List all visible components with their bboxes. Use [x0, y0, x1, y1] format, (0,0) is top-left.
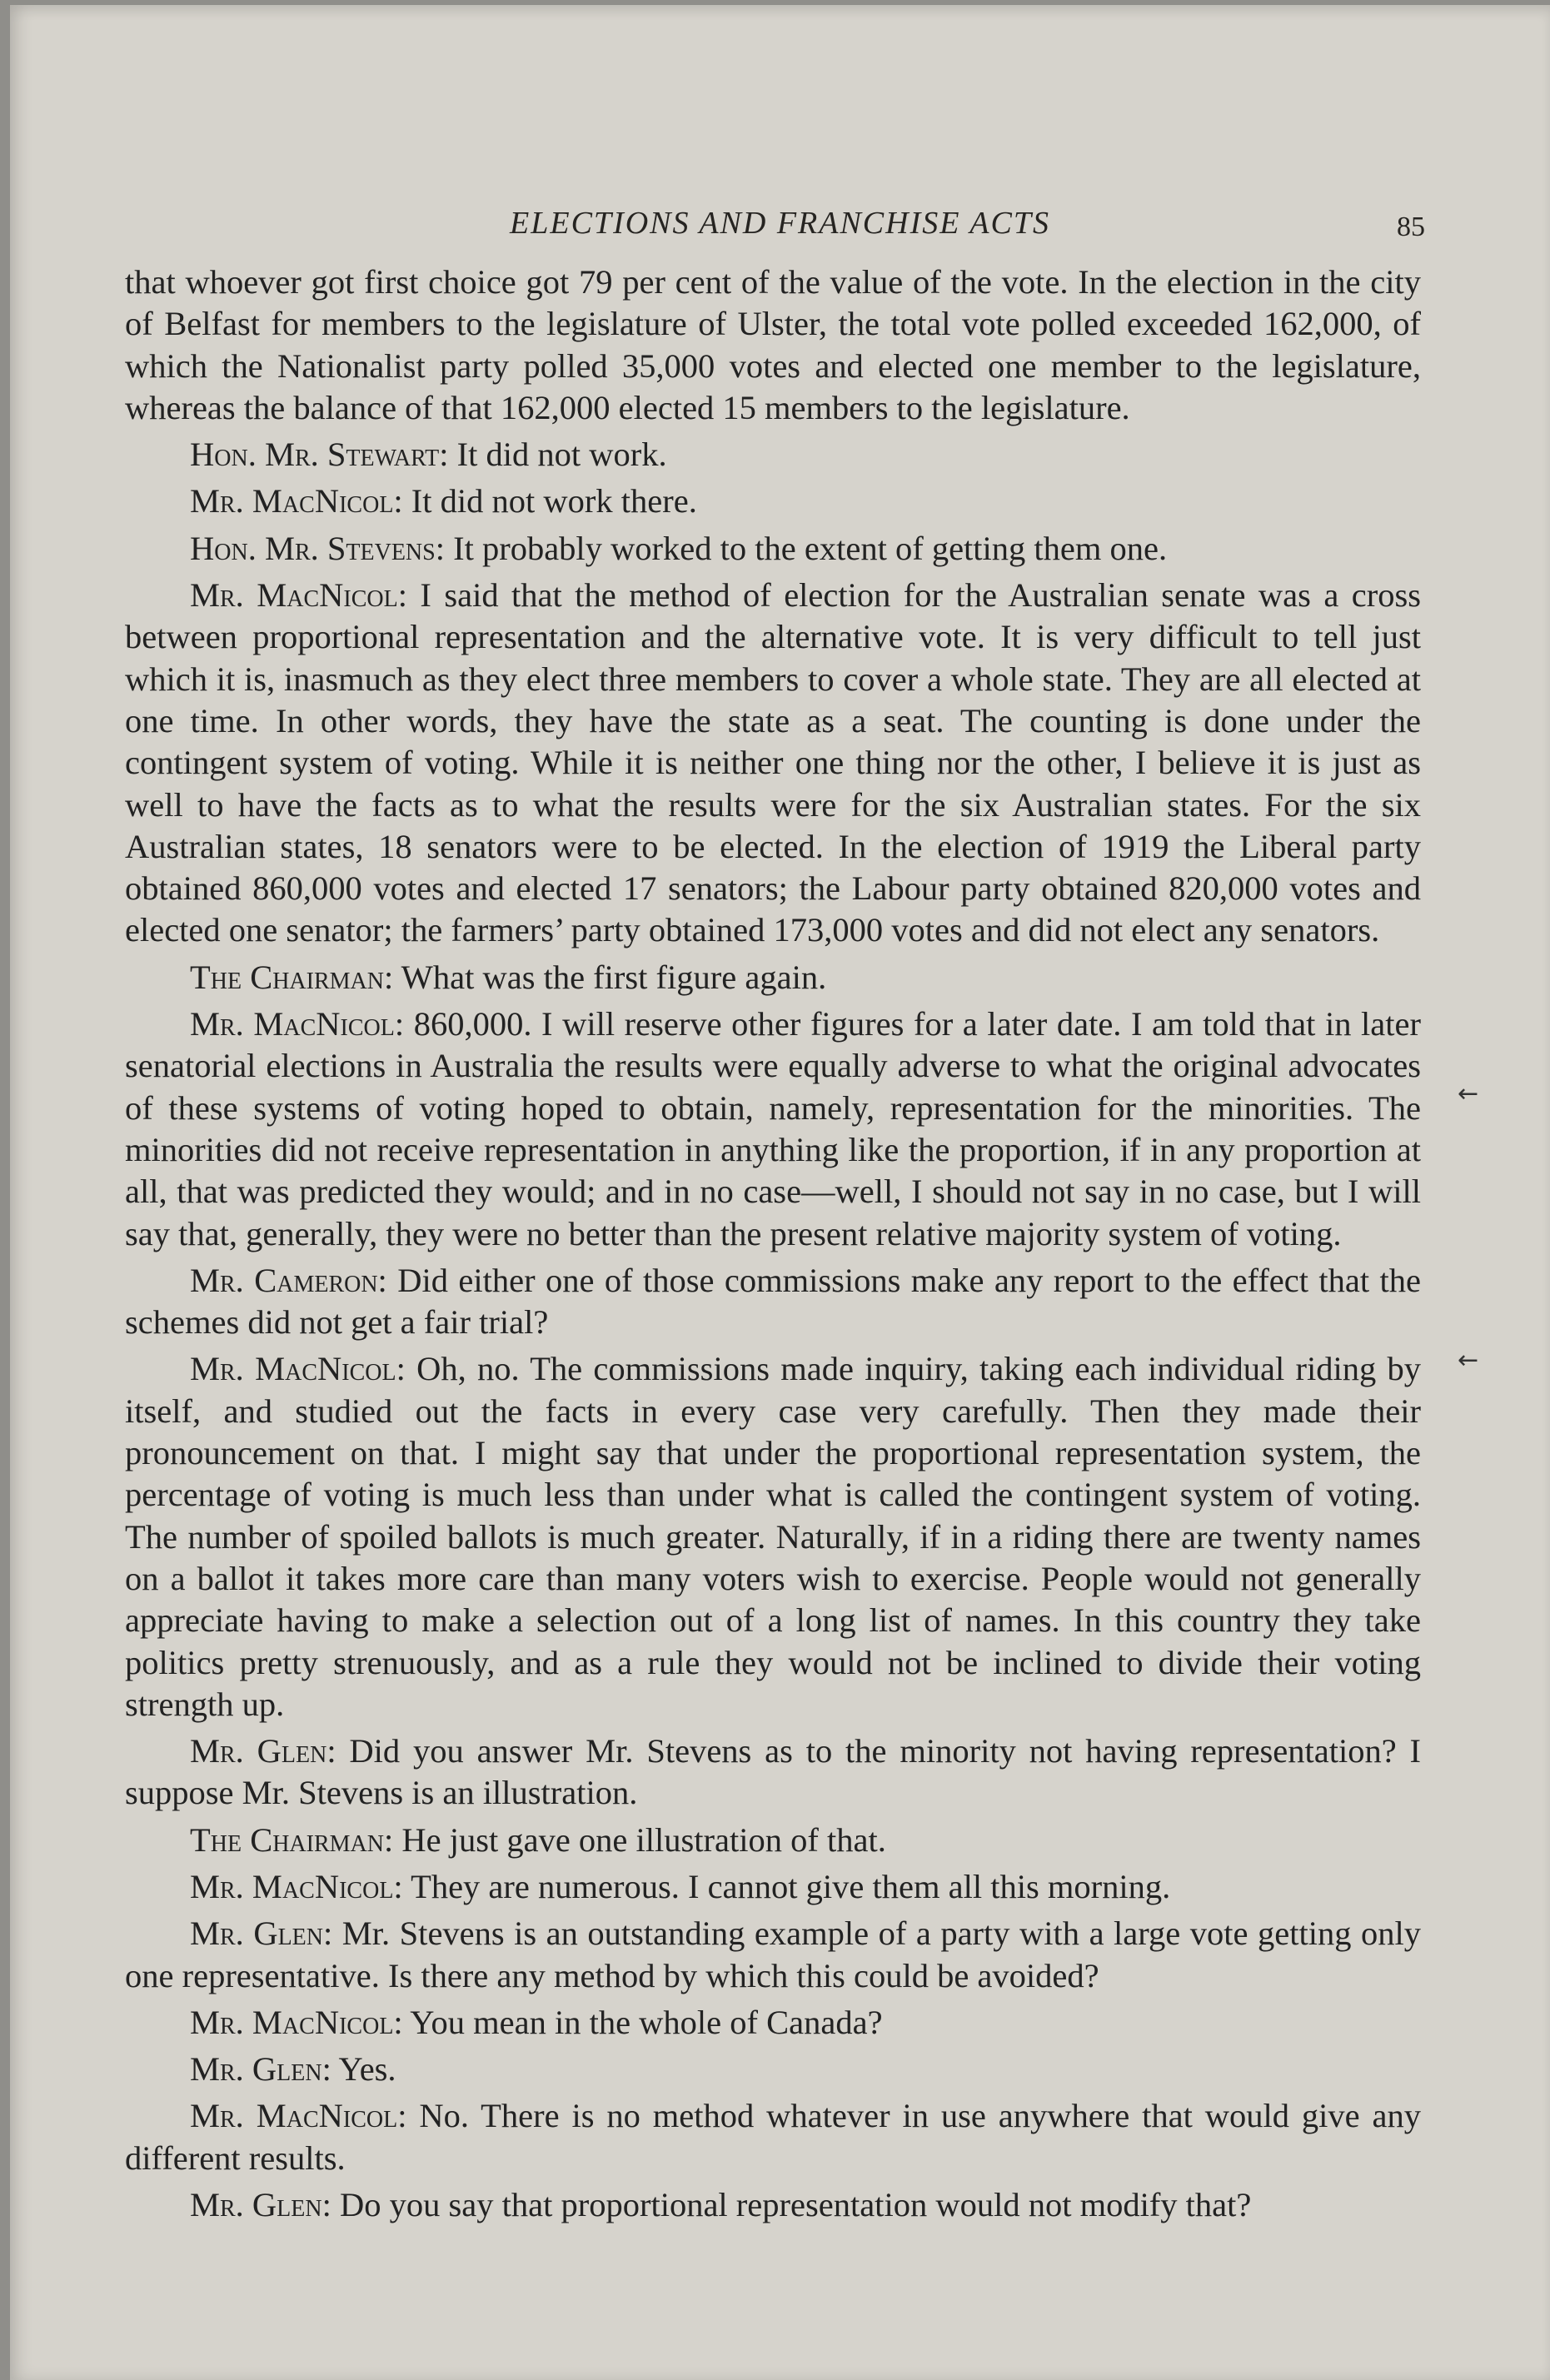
transcript-paragraph [125, 957, 1421, 998]
speech-text: Do you say that proportional representation would not modify that? [340, 2186, 1252, 2224]
transcript-paragraph [125, 2049, 1421, 2090]
transcript-paragraph [125, 2184, 1421, 2226]
speech-text: What was the first figure again. [401, 958, 827, 996]
running-title: ELECTIONS AND FRANCHISE ACTS [510, 206, 1050, 241]
speech-text: They are numerous. I cannot give them all this morning. [411, 1867, 1171, 1905]
speech-text: It did not work there. [411, 482, 697, 520]
transcript-paragraph [125, 1866, 1421, 1908]
speaker-label: Mr. MacNicol: [190, 2003, 403, 2041]
transcript-paragraph [125, 528, 1421, 570]
speaker-label: Mr. MacNicol: [190, 1867, 403, 1905]
margin-arrow-mark: ← [1458, 1346, 1479, 1375]
speech-text: Oh, no. The commissions made inquiry, taking each individual riding by itself, and studied out the facts in every case very carefully. Then they made their pronouncement on that. I might say that under the proportional representation system, the percentage of voting is much less than under what is called the contingent system of voting. The number of spoiled ballots is much greater. Naturally, if in a riding there are twenty names on a ballot it takes more care than many voters wish to exercise. People would not generally appreciate having to make a selection out of a long list of names. In this country they take politics pretty strenuously, and as a rule they would not be inclined to divide their voting strength up. [125, 1350, 1421, 1723]
transcript-paragraph [125, 1820, 1421, 1861]
speech-text: Did you answer Mr. Stevens as to the minority not having representation? I suppose Mr. Stevens is an illustration. [125, 1732, 1422, 1812]
speaker-label: Mr. MacNicol: [190, 1005, 405, 1043]
speech-text: It probably worked to the extent of getting them one. [453, 529, 1168, 567]
speaker-label: Mr. Glen: [190, 2050, 331, 2089]
page-header [10, 205, 1550, 255]
speaker-label: Mr. Glen: [190, 1914, 333, 1953]
speaker-label: The Chairman: [190, 958, 394, 996]
transcript-paragraph [125, 1348, 1421, 1725]
speaker-label: Hon. Mr. Stewart: [190, 436, 449, 474]
transcript-paragraph [125, 2095, 1421, 2179]
transcript-paragraph [125, 1730, 1421, 1815]
speech-text: No. There is no method whatever in use anywhere that would give any different results. [125, 2097, 1422, 2177]
speech-text: that whoever got first choice got 79 per cent of the value of the vote. In the election in the city of Belfast for members to the legislature of Ulster, the total vote polled exceeded 162,000, of which the Nationalist party polled 35,000 votes and elected one member to the legislature, whereas the balance of that 162,000 elected 15 members to the legislature. [125, 263, 1421, 426]
speech-text: He just gave one illustration of that. [401, 1820, 886, 1859]
speech-text: Yes. [338, 2050, 396, 2089]
document-page [10, 5, 1550, 2380]
speaker-label: Mr. MacNicol: [190, 1350, 406, 1388]
speech-text: Mr. Stevens is an outstanding example of a party with a large vote getting only one representative. Is there any method by which this could be avoided? [125, 1914, 1421, 1994]
page-number: 85 [1397, 212, 1425, 242]
speech-text: It did not work. [456, 436, 667, 474]
speaker-label: Mr. MacNicol: [190, 482, 403, 520]
transcript-paragraph [125, 1003, 1421, 1255]
transcript-paragraph [125, 1260, 1421, 1344]
transcript-paragraph [125, 434, 1421, 476]
speaker-label: Mr. MacNicol: [190, 2097, 407, 2135]
transcript-paragraph [125, 1913, 1421, 1997]
transcript-paragraph [125, 480, 1421, 522]
speaker-label: The Chairman: [190, 1820, 394, 1859]
margin-arrow-mark: ← [1458, 1079, 1479, 1108]
speech-text: Did either one of those commissions make any report to the effect that the schemes did not get a fair trial? [125, 1261, 1422, 1342]
transcript-paragraph [125, 575, 1421, 952]
speaker-label: Mr. Glen: [190, 1732, 336, 1770]
speaker-label: Hon. Mr. Stevens: [190, 529, 445, 567]
transcript-paragraph [125, 261, 1421, 429]
speaker-label: Mr. Cameron: [190, 1261, 387, 1299]
speech-text: 860,000. I will reserve other figures for a later date. I am told that in later senatorial elections in Australia the results were equally adverse to what the original advocates of these systems of voting hoped to obtain, namely, representation for the minorities. The minorities did not receive representation in anything like the proportion, if in any proportion at all, that was predicted they would; and in no case—well, I should not say in no case, but I will say that, generally, they were no better than the present relative majority system of voting. [125, 1005, 1422, 1252]
speech-text: I said that the method of election for the Australian senate was a cross between proportional representation and the alternative vote. It is very difficult to tell just which it is, inasmuch as they elect three members to cover a whole state. They are all elected at one time. In other words, they have the state as a seat. The counting is done under the contingent system of voting. While it is neither one thing nor the other, I believe it is just as well to have the facts as to what the results were for the six Australian states. For the six Australian states, 18 senators were to be elected. In the election of 1919 the Liberal party obtained 860,000 votes and elected 17 senators; the Labour party obtained 820,000 votes and elected one senator; the farmers’ party obtained 173,000 votes and did not elect any senators. [125, 576, 1421, 949]
transcript-paragraph [125, 2002, 1421, 2044]
speech-text: You mean in the whole of Canada? [410, 2003, 883, 2041]
speaker-label: Mr. MacNicol: [190, 576, 407, 615]
transcript-body [125, 261, 1421, 2231]
speaker-label: Mr. Glen: [190, 2186, 331, 2224]
